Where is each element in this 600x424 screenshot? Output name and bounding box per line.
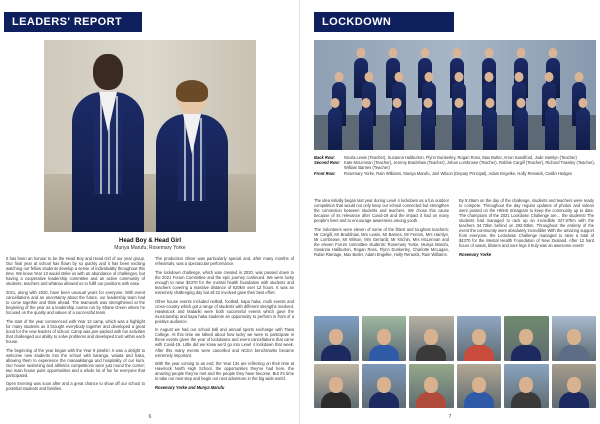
group-member-figure bbox=[545, 108, 559, 150]
photo-roles bbox=[314, 155, 596, 176]
challenge-photo bbox=[362, 364, 407, 409]
leaders-report-body bbox=[6, 256, 294, 395]
role-row bbox=[314, 171, 596, 176]
paragraph: The production Oliver was particularly special and, after many months of rehearsals, was a spectacular performance. bbox=[155, 256, 294, 267]
group-member-figure bbox=[576, 108, 590, 150]
challenge-photo bbox=[314, 316, 359, 361]
group-member-figure bbox=[452, 108, 466, 150]
challenge-photo bbox=[457, 364, 502, 409]
page-number: 7 bbox=[448, 414, 452, 420]
paragraph: It has been an honour to be the Head Boy and Head Girl of our year group. Our final year at school has flown by so quickly and it has been exciting watching our fellow students develop a sense of individuality throughout this time. We knew Year 13 would strike us with an abundance of challenges, but having a cooperative leadership committee and an active community of students, teachers and whānau allowed us to fulfil our positions with ease. bbox=[6, 256, 145, 287]
challenge-photo bbox=[409, 364, 454, 409]
paragraph: In August we had our school ball and annual sports exchange with Tawa College. At this time we talked about how lucky we were to participate in these events given the year of lockdowns and event cancellations that came with Covid-19. Little did we know we'd go into Level 4 lockdown that week. After this many events were cancelled and NCEA benchmarks became extremely important. bbox=[155, 327, 294, 358]
signature: Rosemary Yorke bbox=[459, 252, 492, 258]
challenge-photo bbox=[552, 316, 597, 361]
photo-caption-title: Head Boy & Head Girl bbox=[118, 238, 181, 244]
challenge-photo bbox=[314, 364, 359, 409]
lockdown-challenge-body bbox=[314, 198, 594, 261]
role-names: Kate McLennan (Teacher), Jeremy Bradshaw (Teacher), Johan Lombrowe (Teacher), Robbie Cargill (Teacher), Richard Townley (Teacher), William Barnes (Teacher) bbox=[344, 160, 595, 171]
challenge-photo bbox=[504, 364, 549, 409]
right-page bbox=[300, 0, 600, 424]
text-column-1 bbox=[314, 198, 449, 261]
group-member-figure bbox=[359, 108, 373, 150]
role-label: Back Row: bbox=[314, 155, 335, 160]
group-photo bbox=[314, 40, 596, 150]
paragraph: Open Evening was soon after and a great chance to show off our school to potential students and families. bbox=[6, 381, 145, 392]
head-girl-figure bbox=[156, 82, 228, 232]
group-member-figure bbox=[328, 108, 342, 150]
text-column-1 bbox=[6, 256, 145, 395]
paragraph: The beginning of the year began with the Year 9 pōwhiri. It was a delight to welcome new students into the school with karanga, waiata and haka, allowing them to experience the manaakitanga and hospitality of our kura. Our house swimming and athletics competitions were just round the corner; two main house point opportunities and a whole lot of fun for everyone that participated. bbox=[6, 347, 145, 378]
paragraph: With the year coming to an end, the Year 13s are reflecting on their time at Havelock North High School, the opportunities they've had here, the amazing people they've met and the people they have become. But it's time to take our next step and begin our next adventure in the big wide world. bbox=[155, 361, 294, 382]
challenge-photo bbox=[504, 316, 549, 361]
photo-caption-names: Munya Marufu, Rosemary Yorke bbox=[114, 245, 186, 251]
head-boy-figure bbox=[72, 54, 144, 232]
text-column-2 bbox=[459, 198, 594, 261]
group-member-figure bbox=[421, 108, 435, 150]
group-member-figure bbox=[483, 108, 497, 150]
paragraph: Other house events included netball, football, kapa haka, multi events and cross-country which got a range of students with different strengths involved. Hawkstock and Matariki were both successful events which gave the musicianship and kapa haka students an opportunity to perform in front of a positive audience. bbox=[155, 298, 294, 324]
text-column-2 bbox=[155, 256, 294, 395]
paragraph: The idea initially began last year during Level 4 lockdown as a fun outdoor competition that would not only keep our school connected but strengthen the connection between students and teachers. We chose this cause because of its relevance after Covid-19 and the impact it had on many people's lives and to encourage awareness among youth. bbox=[314, 198, 449, 224]
signature: Rosemary Yorke and Munya Marufu bbox=[155, 385, 225, 390]
group-member-figure bbox=[514, 108, 528, 150]
role-names: Rosemary Yorke, Rain Williams, Munya Marufu, Joel Wilson (Deputy Principal), Adam Engelke, Holly Renwick, Caitlin Hedges bbox=[344, 170, 572, 176]
leaders-report-heading: LEADERS' REPORT bbox=[4, 12, 142, 32]
paragraph: The start of the year commenced with Year 13 camp, which was a highlight for many students as it brought everybody together and developed a great bond for the new leaders of school. Camp was jam-packed with fun activities that challenged our ability to solve problems and developed trust within each house. bbox=[6, 318, 145, 344]
challenge-photo bbox=[457, 316, 502, 361]
challenge-photo bbox=[552, 364, 597, 409]
role-label: Front Row: bbox=[314, 170, 336, 176]
page-number: 6 bbox=[148, 414, 152, 420]
group-member-figure bbox=[390, 108, 404, 150]
role-label: Second Row: bbox=[314, 160, 340, 166]
challenge-photo bbox=[409, 316, 454, 361]
lockdown-challenge-heading: LOCKDOWN bbox=[314, 12, 454, 32]
role-row bbox=[314, 160, 596, 170]
challenge-photo-grid bbox=[314, 316, 596, 408]
paragraph: The Volunteers were eleven of some of the fittest and toughest teachers: Mr Cargill, Mr Bradshaw, Mrs Lewis, Mr Barnes, Mr Fenton, Mrs Hamlyn, Mr Lombrowe, Mr Wilson, Mrs Gerrardt, Mr Kitchin, Mrs McLennan and the eleven Forum committee students: Rosemary Yorke, Munya Marufu, Susanna Haliburton, Rogan Ross, Flynn Dunkerley, Charlotte McLagan, Rubie Ramage, Max Butler, Adam Engelke, Holly Renwick, Rain Williams. bbox=[314, 226, 449, 258]
paragraph: By 5:49am on the day of the challenge, students and teachers were ready to compete. Throughout the day regular updates of photos and videos were posted on the HNHS Instagram to keep the community up to date. The champions of the 2021 Lockdown Challenge are… the students! The students had managed to rack up an incredible 327.67km with the teachers 34.73km behind on 292.93km. Throughout the entirety of the event the community were absolutely incredible! With the amazing support from everyone, the Lockdown Challenge managed to raise a total of $4370 for the Mental Health Foundation of New Zealand. After 12 hard hours of sweat, blisters and sore legs it truly was an awesome event! bbox=[459, 198, 594, 249]
paragraph: 2021, along with 2020, have been unusual years for everyone. With event cancellations and an uncertainty about the future, our leadership team had to come together and think ahead. The teamwork was strengthened at the beginning of the year as a leadership course run by Shane Green where he focused on the quality and values of a successful team. bbox=[6, 289, 145, 316]
challenge-photo bbox=[362, 316, 407, 361]
paragraph: The lockdown challenge, which was created in 2020, was passed down to the 2021 Forum Committee and the epic journey continued. We were lucky enough to raise $4370 for the mental health foundation with students and teachers covering a massive distance of 620km over 12 hours. It was an extremely challenging day but all 22 involved gave their best effort. bbox=[155, 269, 294, 295]
head-boy-head-girl-photo bbox=[44, 40, 256, 232]
role-names: Nicola Lewis (Teacher), Suzanna Haliburton, Flynn Dunkerley, Rogan Ross, Max Butler, Arron Sandiford, Jude Hamlyn (Teacher) bbox=[344, 155, 577, 160]
